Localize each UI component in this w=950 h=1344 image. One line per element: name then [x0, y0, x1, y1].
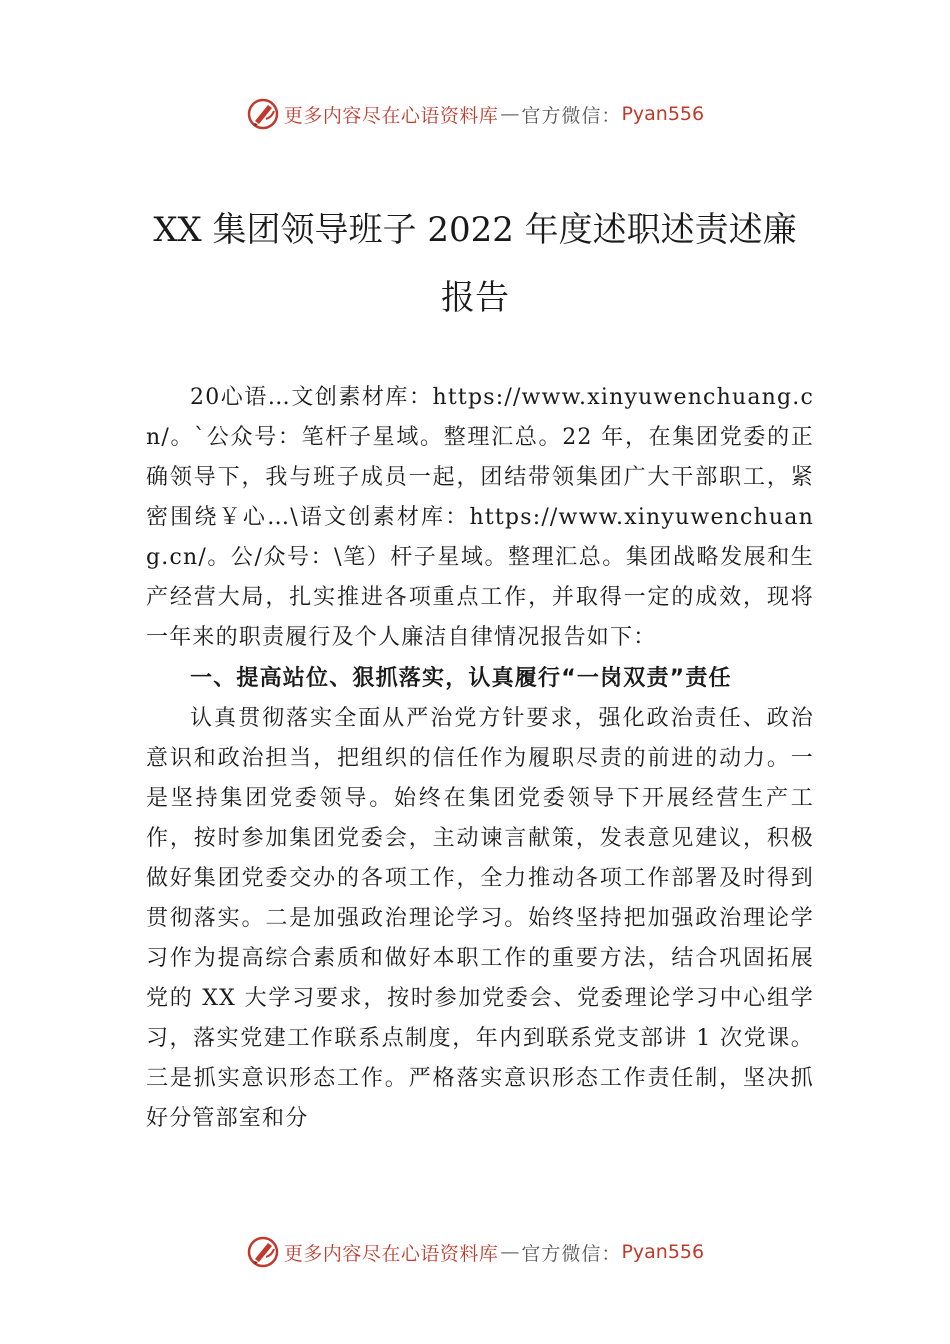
footer-separator: — [500, 1241, 520, 1263]
footer-wechat-id: Pyan556 [621, 1241, 705, 1263]
header-banner [0, 94, 950, 134]
banner-wechat-id: Pyan556 [621, 103, 705, 125]
footer-banner [0, 1232, 950, 1272]
banner-slogan: 更多内容尽在心语资料库 [283, 104, 499, 127]
intro-paragraph: 20心语…文创素材库：https://www.xinyuwenchuang.cn/。`公众号：笔杆子星域。整理汇总。22 年，在集团党委的正确领导下，我与班子成员一起，团结带领集团广大干部职工，紧密围绕￥心…\语文创素材库：https://www.xinyuwenchuang.cn/。公/众号：\笔）杆子星域。整理汇总。集团战略发展和生产经营大局，扎实推进各项重点工作，并取得一定的成效，现将一年来的职责履行及个人廉洁自律情况报告如下： [146, 385, 814, 650]
section-1-paragraph: 认真贯彻落实全面从严治党方针要求，强化政治责任、政治意识和政治担当，把组织的信任作为履职尽责的前进的动力。一是坚持集团党委领导。始终在集团党委领导下开展经营生产工作，按时参加集团党委会，主动谏言献策，发表意见建议，积极做好集团党委交办的各项工作，全力推动各项工作部署及时得到贯彻落实。二是加强政治理论学习。始终坚持把加强政治理论学习作为提高综合素质和做好本职工作的重要方法，结合巩固拓展党的 XX 大学习要求，按时参加党委会、党委理论学习中心组学习，落实党建工作联系点制度，年内到联系党支部讲 1 次党课。三是抓实意识形态工作。严格落实意识形态工作责任制，坚决抓好分管部室和分 [146, 706, 814, 1131]
pen-logo-icon [246, 97, 280, 131]
footer-wechat-label: 官方微信： [521, 1242, 622, 1265]
banner-wechat-label: 官方微信： [521, 104, 622, 127]
footer-slogan: 更多内容尽在心语资料库 [283, 1242, 499, 1265]
document-title [110, 196, 840, 332]
banner-separator: — [500, 103, 520, 125]
document-body [146, 378, 814, 1139]
title-line-1: XX 集团领导班子 2022 年度述职述责述廉 [153, 210, 797, 250]
title-line-2: 报告 [441, 278, 509, 318]
section-1-heading: 一、提高站位、狠抓落实，认真履行“一岗双责”责任 [190, 666, 732, 691]
pen-logo-icon [246, 1235, 280, 1269]
